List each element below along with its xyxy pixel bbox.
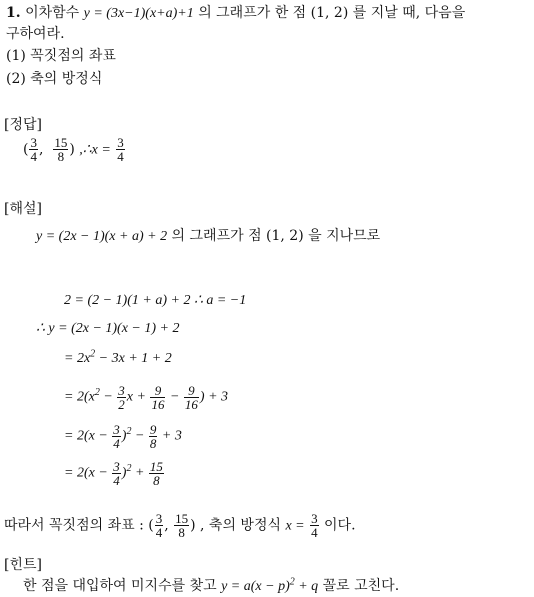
step-5-fraction-1: $\frac{3}{4}$ <box>113 422 120 451</box>
answer-heading: [정답] <box>4 117 42 133</box>
question-formula: y = (3x−1)(x+a)+1 <box>83 6 194 21</box>
step-6: = 2(x − $\frac{3}{4}$ )$^2$ + $\frac{15}{8}$ <box>64 459 163 488</box>
step-5: = 2(x − $\frac{3}{4}$ )$^2$ − $\frac{9}{8}$ + 3 <box>64 422 182 451</box>
answer-fraction-x: $\frac{3}{4}$ <box>30 135 37 164</box>
step-2-expr: = (2x − 1)(x − 1) + 2 <box>58 321 180 336</box>
conclusion: 따라서 꼭짓점의 좌표 : ( $\frac{3}{4}$ , $\frac{15}{8}$ ) , 축의 방정식 x = $\frac{3}{4}$ 이다. <box>4 511 356 540</box>
question-line-1 <box>6 4 465 23</box>
answer-line: ( $\frac{3}{4}$ , $\frac{15}{8}$ ) ,∴x = $\frac{3}{4}$ <box>23 135 124 164</box>
conclusion-axis-fraction: $\frac{3}{4}$ <box>311 511 318 540</box>
question-item-2: (2) 축의 방정식 <box>6 71 103 87</box>
answer-open-paren: ( <box>23 141 29 158</box>
explanation-intro-text: 의 그래프가 점 (1, 2) 을 지나므로 <box>171 228 381 244</box>
step-4-fraction-2: $\frac{9}{16}$ <box>151 383 165 412</box>
hint-heading: [힌트] <box>4 557 42 573</box>
step-5-fraction-2: $\frac{9}{8}$ <box>149 422 157 451</box>
step-6-fraction-1: $\frac{3}{4}$ <box>113 459 120 488</box>
step-1: 2 = (2 − 1)(1 + a) + 2 ∴ a = −1 <box>64 293 247 308</box>
step-4-fraction-3: $\frac{9}{16}$ <box>184 383 198 412</box>
question-number: 1. <box>6 5 21 21</box>
answer-therefore-x: ,∴x = <box>79 142 111 158</box>
conclusion-fraction-y: $\frac{15}{8}$ <box>175 511 189 540</box>
explanation-intro <box>36 227 380 246</box>
step-2-lead: ∴ y <box>36 321 55 336</box>
hint-formula: $y = a(x - p)^2 + q$ <box>221 576 319 594</box>
answer-close-paren: ) <box>69 141 75 158</box>
answer-axis-fraction: $\frac{3}{4}$ <box>117 135 124 164</box>
conclusion-fraction-x: $\frac{3}{4}$ <box>155 511 163 540</box>
step-3: = $2x^2 - 3x + 1 + 2$ <box>64 348 172 366</box>
question-line-2: 구하여라. <box>6 26 65 42</box>
explanation-intro-formula: y = (2x − 1)(x + a) + 2 <box>36 229 168 244</box>
question-text-before: 이차함수 <box>25 5 80 21</box>
hint-text: 한 점을 대입하여 미지수를 찾고 $y = a(x - p)^2 + q$ 꼴로 고친다. <box>23 576 400 594</box>
answer-fraction-y: $\frac{15}{8}$ <box>54 135 68 164</box>
question-item-1: (1) 꼭짓점의 좌표 <box>6 48 116 64</box>
question-text-after: 의 그래프가 한 점 (1, 2) 를 지날 때, 다음을 <box>198 5 466 21</box>
step-6-fraction-2: $\frac{15}{8}$ <box>149 459 163 488</box>
step-4-fraction-1: $\frac{3}{2}$ <box>118 383 125 412</box>
step-2 <box>36 320 180 338</box>
step-4: = $2(x^2$ − $\frac{3}{2}$ x + $\frac{9}{16}$ − $\frac{9}{16}$ ) + 3 <box>64 383 229 412</box>
explanation-heading: [해설] <box>4 201 42 217</box>
